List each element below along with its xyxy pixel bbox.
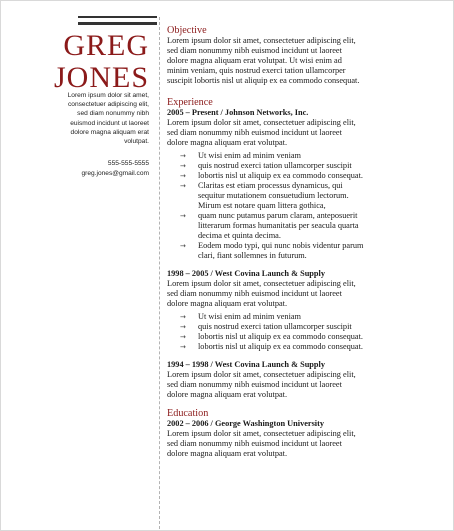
job-desc-line: sed diam nonummy nibh euismod incidunt ut laoreet <box>167 380 342 389</box>
arrow-right-icon: → <box>180 313 186 321</box>
intro-line: sed diam nonummy nibh <box>77 110 149 118</box>
job-desc-line: sed diam nonummy nibh euismod incidunt ut laoreet <box>167 289 342 298</box>
job-desc-line: dolore magna aliquam erat volutpat. <box>167 138 288 147</box>
intro-line: Lorem ipsum dolor sit amet, <box>67 92 149 99</box>
arrow-right-icon: → <box>180 242 186 250</box>
bullet-list <box>167 151 452 261</box>
education-line: dolore magna aliquam erat volutpat. <box>167 449 288 458</box>
arrow-right-icon: → <box>180 323 186 331</box>
section-heading-objective: Objective <box>167 25 207 36</box>
intro-text <box>49 91 149 146</box>
last-name: JONES <box>53 61 149 94</box>
intro-line: euismod incidunt ut laoreet <box>70 119 149 127</box>
objective-line: Lorem ipsum dolor sit amet, consectetuer adipiscing elit, <box>167 36 356 45</box>
arrow-right-icon: → <box>180 172 186 180</box>
list-item: → Claritas est etiam processus dynamicus, qui sequitur mutationem consuetudium lectorum. Mirum est notare quam littera gothica, <box>180 181 349 210</box>
intro-line: dolore magna aliquam erat <box>70 128 149 136</box>
job-desc-line: dolore magna aliquam erat volutpat. <box>167 299 288 308</box>
list-item: → Ut wisi enim ad minim veniam <box>180 151 302 160</box>
objective-line: minim veniam, quis nostrud exerci tation ullamcorper <box>167 66 346 75</box>
email-address: greg.jones@gmail.com <box>81 169 149 177</box>
job-title: 1998 – 2005 / West Covina Launch & Supply <box>167 269 325 278</box>
top-thin-rule <box>78 24 157 25</box>
section-heading-experience: Experience <box>167 97 213 108</box>
arrow-right-icon: → <box>180 162 186 170</box>
job-title: 1994 – 1998 / West Covina Launch & Supply <box>167 360 325 369</box>
intro-line: consectetuer adipiscing elit, <box>67 101 149 109</box>
arrow-right-icon: → <box>180 152 186 160</box>
arrow-right-icon: → <box>180 182 186 190</box>
list-item: → lobortis nisl ut aliquip ex ea commodo consequat. <box>180 332 363 341</box>
section-heading-education: Education <box>167 408 209 419</box>
contact-block <box>49 159 149 178</box>
intro-line: volutpat. <box>124 138 149 146</box>
job-desc-line: dolore magna aliquam erat volutpat. <box>167 390 288 399</box>
arrow-right-icon: → <box>180 343 186 351</box>
job-desc-line: Lorem ipsum dolor sit amet, consectetuer adipiscing elit, <box>167 118 356 127</box>
list-item: → Eodem modo typi, qui nunc nobis videntur parum clari, fiant sollemnes in futurum. <box>180 241 364 260</box>
top-double-rule <box>78 16 157 24</box>
column-divider <box>159 17 160 529</box>
education-title: 2002 – 2006 / George Washington University <box>167 419 325 428</box>
first-name: GREG <box>63 29 149 62</box>
list-item: → quam nunc putamus parum claram, anteposuerit litterarum formas humanitatis per seacula quarta decima et quinta decima. <box>180 211 359 240</box>
arrow-right-icon: → <box>180 333 186 341</box>
job-desc-line: sed diam nonummy nibh euismod incidunt ut laoreet <box>167 128 342 137</box>
list-item: → lobortis nisl ut aliquip ex ea commodo consequat. <box>180 342 363 351</box>
phone-number: 555-555-5555 <box>107 160 149 167</box>
bullet-list <box>167 312 452 352</box>
arrow-right-icon: → <box>180 212 186 220</box>
objective-line: dolore magna aliquam erat volutpat. Ut wisi enim ad <box>167 56 342 65</box>
job-desc-line: Lorem ipsum dolor sit amet, consectetuer adipiscing elit, <box>167 279 356 288</box>
objective-line: suscipit lobortis nisl ut aliquip ex ea commodo consequat. <box>167 76 360 85</box>
job-title: 2005 – Present / Johnson Networks, Inc. <box>167 108 309 117</box>
education-line: Lorem ipsum dolor sit amet, consectetuer adipiscing elit, <box>167 429 356 438</box>
objective-line: sed diam nonummy nibh euismod incidunt ut laoreet <box>167 46 342 55</box>
list-item: → Ut wisi enim ad minim veniam <box>180 312 302 321</box>
main-column <box>167 25 452 459</box>
job-desc-line: Lorem ipsum dolor sit amet, consectetuer adipiscing elit, <box>167 370 356 379</box>
list-item: → quis nostrud exerci tation ullamcorper suscipit <box>180 161 352 170</box>
list-item: → quis nostrud exerci tation ullamcorper suscipit <box>180 322 352 331</box>
list-item: → lobortis nisl ut aliquip ex ea commodo consequat. <box>180 171 363 180</box>
education-line: sed diam nonummy nibh euismod incidunt ut laoreet <box>167 439 342 448</box>
